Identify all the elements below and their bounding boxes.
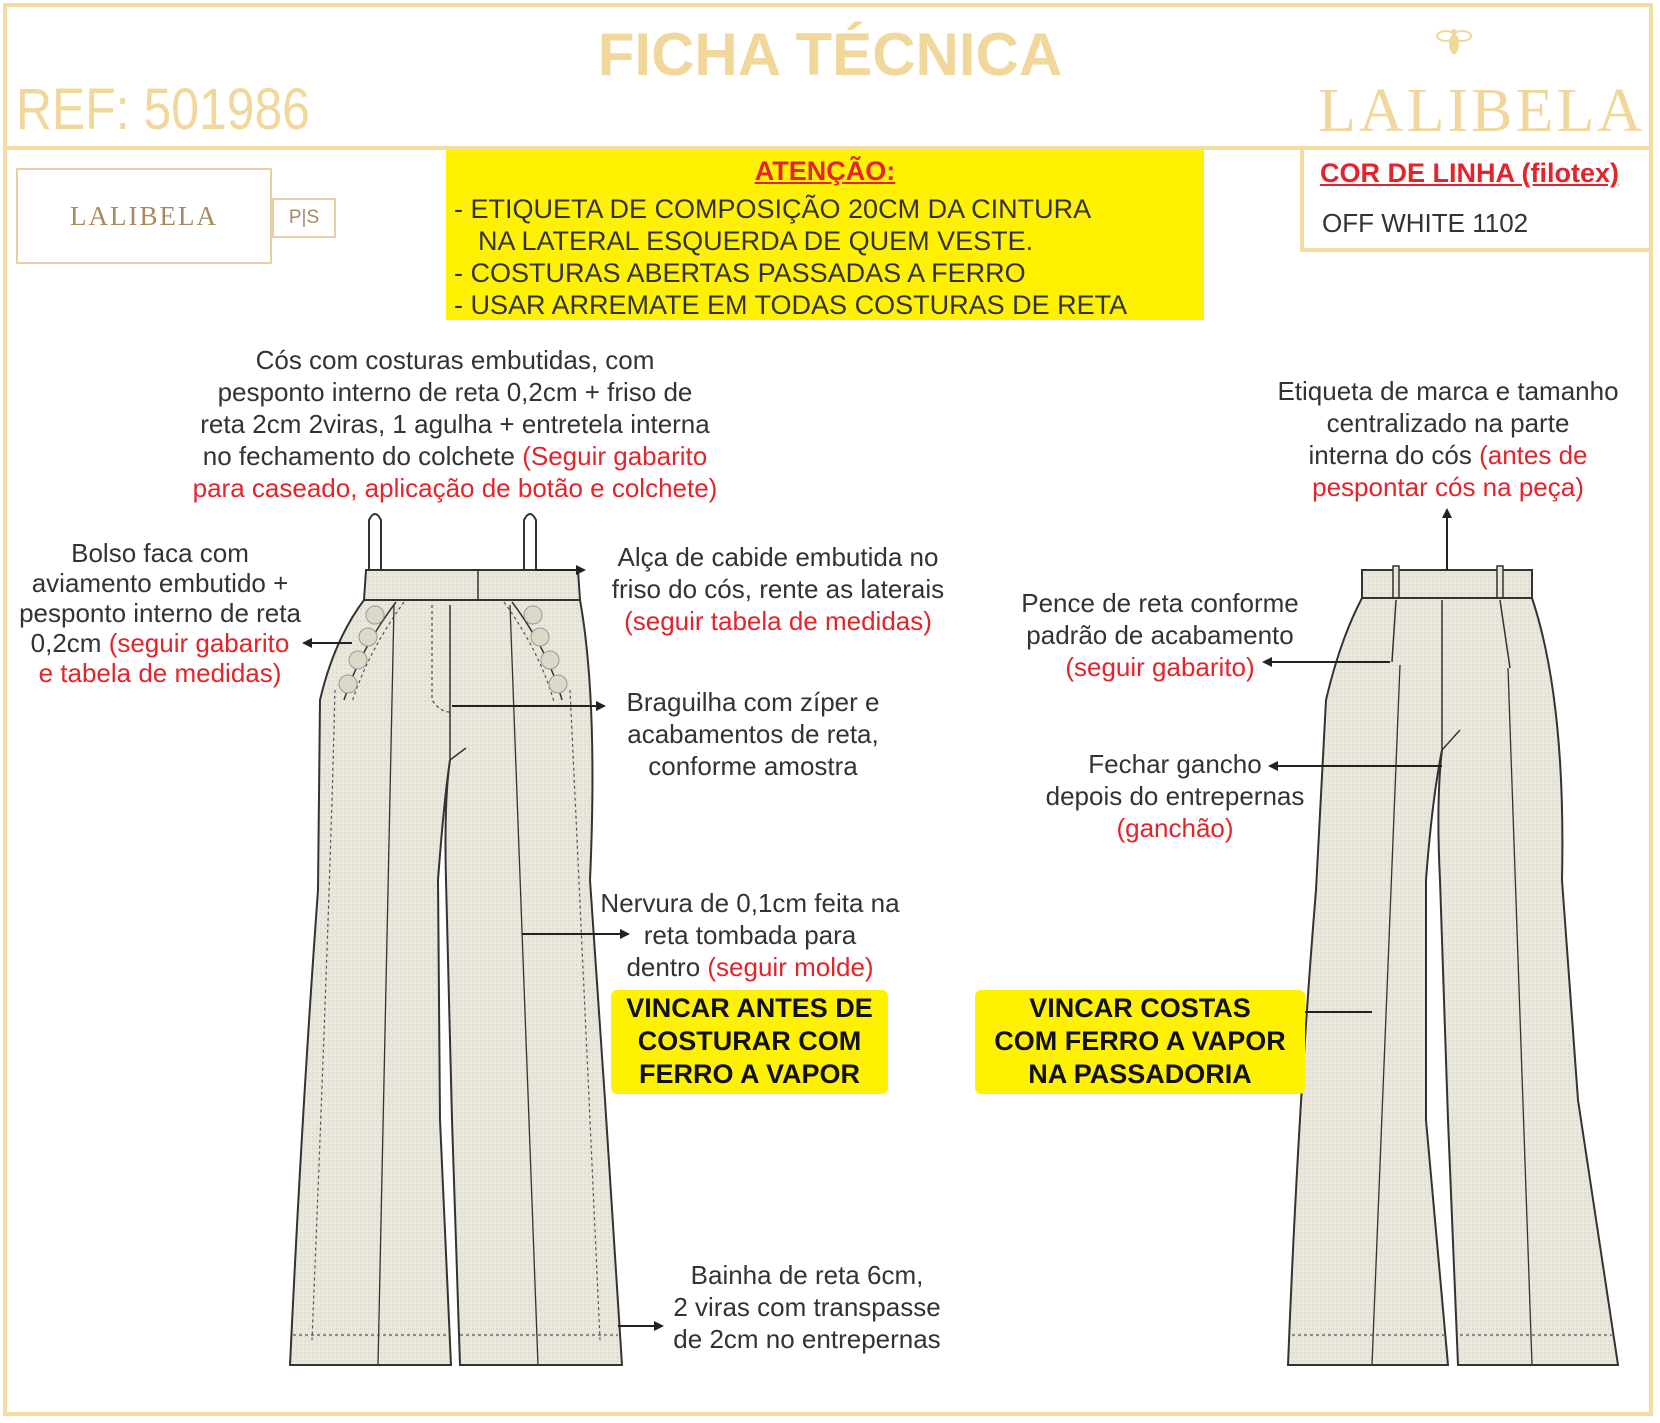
reference-code: REF: 501986 bbox=[16, 77, 310, 142]
back-pants-body bbox=[1288, 598, 1618, 1365]
note-red-text: e tabela de medidas) bbox=[38, 658, 282, 688]
crease-line: VINCAR COSTAS bbox=[1029, 993, 1251, 1023]
note-red-text: (seguir gabarito) bbox=[1065, 652, 1255, 682]
front-view-pants bbox=[290, 514, 622, 1365]
note-red-text: (seguir molde) bbox=[707, 952, 874, 982]
note-line: Fechar gancho bbox=[1088, 749, 1262, 779]
pocket-note bbox=[10, 538, 310, 688]
fly-note bbox=[608, 686, 898, 782]
note-line: pesponto interno de reta bbox=[19, 598, 301, 628]
hanger-loop bbox=[369, 514, 381, 572]
note-line: 0,2cm bbox=[30, 628, 109, 658]
note-line: conforme amostra bbox=[648, 751, 858, 781]
note-red-text: (seguir gabarito bbox=[108, 628, 290, 658]
note-line: dentro bbox=[626, 952, 708, 982]
back-view-pants bbox=[1288, 566, 1618, 1365]
crease-line: COSTURAR COM bbox=[637, 1026, 862, 1056]
front-pants-body bbox=[290, 600, 622, 1365]
attention-line: - ETIQUETA DE COMPOSIÇÃO 20CM DA CINTURA bbox=[454, 194, 1092, 224]
crotch-note bbox=[1020, 748, 1330, 844]
back-waistband bbox=[1362, 570, 1532, 598]
note-line: acabamentos de reta, bbox=[627, 719, 879, 749]
waistband-note bbox=[155, 344, 755, 504]
note-line: reta 2cm 2viras, 1 agulha + entretela interna bbox=[200, 409, 710, 439]
note-red-text: (seguir tabela de medidas) bbox=[624, 606, 932, 636]
note-line: 2 viras com transpasse bbox=[673, 1292, 941, 1322]
crease-line: NA PASSADORIA bbox=[1028, 1059, 1252, 1089]
note-red-text: pespontar cós na peça) bbox=[1312, 472, 1584, 502]
crease-line: COM FERRO A VAPOR bbox=[994, 1026, 1286, 1056]
crease-front-box bbox=[611, 990, 888, 1094]
page-title: FICHA TÉCNICA bbox=[597, 21, 1063, 88]
note-line: Cós com costuras embutidas, com bbox=[255, 345, 655, 375]
note-line: Braguilha com zíper e bbox=[626, 687, 880, 717]
note-line: Nervura de 0,1cm feita na bbox=[600, 888, 900, 918]
dart-note bbox=[990, 587, 1330, 683]
crease-line: FERRO A VAPOR bbox=[638, 1059, 860, 1089]
rib-note bbox=[580, 887, 920, 983]
note-line: pesponto interno de reta 0,2cm + friso de bbox=[217, 377, 693, 407]
brand-label-note bbox=[1248, 375, 1648, 503]
note-line: de 2cm no entrepernas bbox=[673, 1324, 941, 1354]
hem-note bbox=[652, 1259, 962, 1355]
size-tag-text: P|S bbox=[288, 207, 320, 228]
note-line: padrão de acabamento bbox=[1026, 620, 1294, 650]
crease-line: VINCAR ANTES DE bbox=[626, 993, 873, 1023]
note-red-text: (Seguir gabarito bbox=[522, 441, 708, 471]
note-line: depois do entrepernas bbox=[1045, 781, 1305, 811]
note-line: Bolso faca com bbox=[71, 538, 249, 568]
front-waistband bbox=[364, 570, 580, 600]
note-line: friso do cós, rente as laterais bbox=[611, 574, 945, 604]
note-line: Pence de reta conforme bbox=[1021, 588, 1299, 618]
clothing-label-brand: LALIBELA bbox=[70, 200, 218, 231]
note-line: interna do cós bbox=[1308, 440, 1480, 470]
note-line: no fechamento do colchete bbox=[202, 441, 523, 471]
note-line: Etiqueta de marca e tamanho bbox=[1277, 376, 1619, 406]
hanger-loop bbox=[524, 514, 536, 572]
note-line: aviamento embutido + bbox=[31, 568, 289, 598]
crease-back-box bbox=[975, 990, 1305, 1094]
note-line: Alça de cabide embutida no bbox=[617, 542, 939, 572]
brand-logo: LALIBELA bbox=[1318, 77, 1646, 145]
note-red-text: (ganchão) bbox=[1116, 813, 1234, 843]
note-red-text: para caseado, aplicação de botão e colchete) bbox=[192, 473, 718, 503]
attention-line: - COSTURAS ABERTAS PASSADAS A FERRO bbox=[454, 258, 1026, 288]
hanger-note bbox=[588, 541, 968, 637]
note-line: centralizado na parte bbox=[1326, 408, 1570, 438]
thread-color-value: OFF WHITE 1102 bbox=[1322, 208, 1529, 238]
note-line: reta tombada para bbox=[643, 920, 857, 950]
attention-title: ATENÇÃO: bbox=[754, 156, 896, 186]
attention-line: NA LATERAL ESQUERDA DE QUEM VESTE. bbox=[478, 226, 1034, 256]
note-line: Bainha de reta 6cm, bbox=[690, 1260, 924, 1290]
thread-color-title: COR DE LINHA (filotex) bbox=[1320, 158, 1619, 188]
note-red-text: (antes de bbox=[1479, 440, 1588, 470]
attention-line: - USAR ARREMATE EM TODAS COSTURAS DE RETA bbox=[454, 290, 1128, 320]
